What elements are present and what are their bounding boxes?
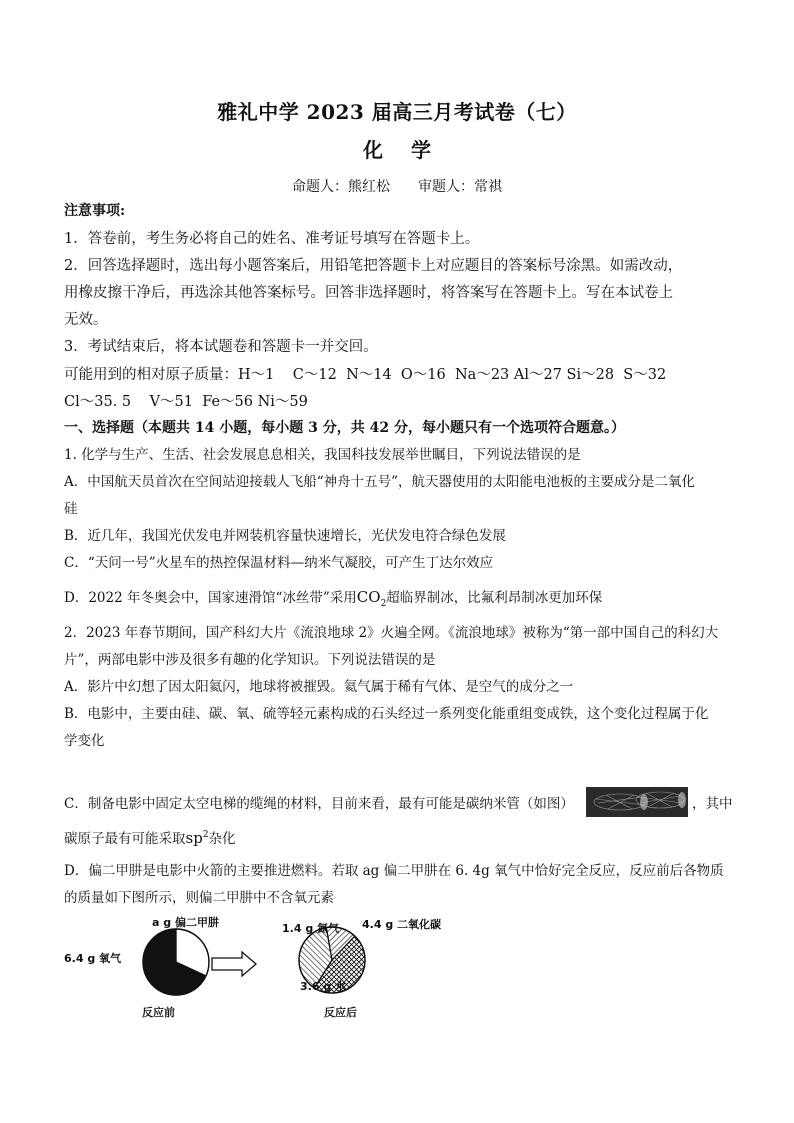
- q1-option-b: B．近几年，我国光伏发电并网装机容量快速增长，光伏发电符合绿色发展: [64, 528, 506, 544]
- q2-option-d-line-1: D．偏二甲肼是电影中火箭的主要推进燃料。若取 ag 偏二甲肼在 6. 4g 氧气中恰好完全反应，反应前后各物质: [64, 863, 724, 879]
- notice-item-3: 3．考试结束后，将本试题卷和答题卡一并交回。: [64, 339, 378, 355]
- q2-option-c-line-2-post: 杂化: [208, 831, 236, 847]
- label-co2: 4.4 g 二氧化碳: [362, 918, 442, 931]
- q2-stem-line-1: 2．2023 年春节期间，国产科幻大片《流浪地球 2》火遍全网。《流浪地球》被称为“第一部中国自己的科幻大: [64, 625, 719, 641]
- q1-option-a-line-1: A．中国航天员首次在空间站迎接载人飞船“神舟十五号”，航天器使用的太阳能电池板的主要成分是二氧化: [64, 474, 696, 490]
- reaction-mass-figure: [64, 912, 464, 1022]
- notice-item-1: 1．答卷前，考生务必将自己的姓名、准考证号填写在答题卡上。: [64, 231, 480, 247]
- q2-option-d-line-2: 的质量如下图所示，则偏二甲肼中不含氧元素: [64, 890, 334, 906]
- q2-option-b-line-2: 学变化: [64, 733, 105, 749]
- caption-after: 反应后: [324, 1006, 357, 1019]
- arrow-icon: [212, 952, 256, 976]
- q1-option-d-pre: D．2022 年冬奥会中，国家速滑馆“冰丝带”采用: [64, 590, 357, 606]
- q1-option-d-post: 超临界制冰，比氟利昂制冰更加环保: [386, 590, 603, 606]
- atomic-masses-line-2: Cl～35. 5 V～51 Fe～56 Ni～59: [64, 394, 308, 410]
- q2-option-b-line-1: B．电影中，主要由硅、碳、氧、硫等轻元素构成的石头经过一系列变化能重组变成铁，这个变化过程属于化: [64, 706, 709, 722]
- q2-option-c-line-2: [64, 825, 744, 849]
- notice-heading: 注意事项:: [64, 203, 126, 219]
- co2-formula-base: CO: [356, 588, 381, 606]
- page-title: 雅礼中学 2023 届高三月考试卷（七）: [217, 100, 577, 124]
- label-oxygen: 6.4 g 氧气: [64, 952, 122, 965]
- q1-option-c: C．“天问一号”火星车的热控保温材料—纳米气凝胶，可产生丁达尔效应: [64, 555, 494, 571]
- notice-item-2-line-1: 2．回答选择题时，选出每小题答案后，用铅笔把答题卡上对应题目的答案标号涂黑。如需改动，: [64, 258, 683, 274]
- label-nitrogen: 1.4 g 氮气: [282, 922, 340, 935]
- sp2-notation: [186, 829, 209, 847]
- q2-option-c-post: ，其中: [692, 796, 733, 812]
- subject-title: 化学: [363, 138, 459, 162]
- label-fuel: a g 偏二甲肼: [152, 916, 219, 929]
- section-heading: 一、选择题（本题共 14 小题，每小题 3 分，共 42 分，每小题只有一个选项符合题意。）: [64, 420, 625, 436]
- caption-before: 反应前: [142, 1006, 175, 1019]
- notice-item-2-line-2: 用橡皮擦干净后，再选涂其他答案标号。回答非选择题时，将答案写在答题卡上。写在本试卷上: [64, 285, 673, 301]
- notice-item-2-line-3: 无效。: [64, 312, 108, 328]
- q1-option-d: [64, 587, 744, 614]
- label-water: 3.6 g 水: [300, 980, 347, 993]
- atomic-masses-line-1: 可能用到的相对原子质量：H～1 C～12 N～14 O～16 Na～23 Al～27 Si～28 S～32: [64, 367, 667, 383]
- pie-before: [143, 929, 209, 995]
- co2-formula-sub: 2: [380, 599, 387, 609]
- q2-option-c-pre: C．制备电影中固定太空电梯的缆绳的材料，目前来看，最有可能是碳纳米管（如图）: [64, 796, 574, 812]
- q1-stem: 1. 化学与生产、生活、社会发展息息相关，我国科技发展举世瞩目，下列说法错误的是: [64, 447, 581, 463]
- co2-formula: [356, 588, 387, 609]
- carbon-nanotube-image: [586, 787, 688, 817]
- sp-sup: 2: [202, 830, 209, 840]
- q2-option-c-line-2-pre: 碳原子最有可能采取: [64, 831, 186, 847]
- q2-option-a: A．影片中幻想了因太阳氦闪，地球将被摧毁。氦气属于稀有气体、是空气的成分之一: [64, 679, 574, 695]
- sp-base: sp: [185, 829, 203, 847]
- q1-option-a-line-2: 硅: [64, 501, 78, 517]
- setter: 命题人：熊红松: [292, 179, 390, 195]
- authors-line: [0, 176, 794, 196]
- reviewer: 审题人：常祺: [418, 179, 502, 195]
- q2-stem-line-2: 片”，两部电影中涉及很多有趣的化学知识。下列说法错误的是: [64, 652, 436, 668]
